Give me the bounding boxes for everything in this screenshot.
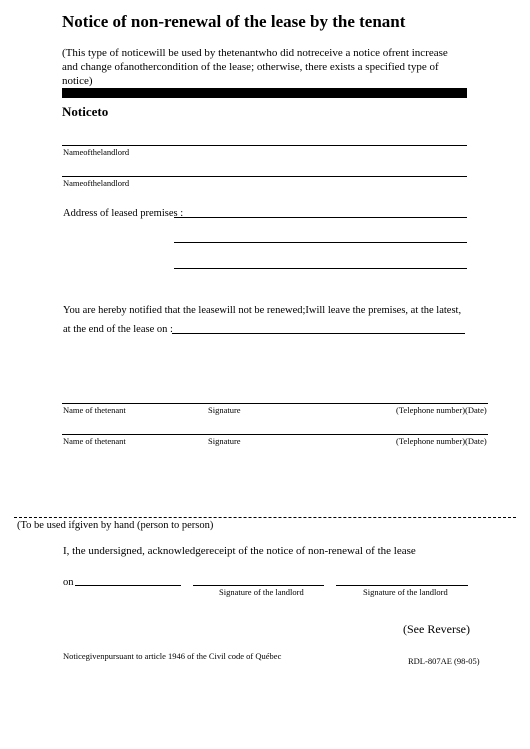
notice-to-heading: Noticeto <box>62 104 109 119</box>
tenant-phone-date-label-2: (Telephone number)(Date) <box>396 436 487 446</box>
tenant-name-label-2: Name of thetenant <box>63 436 126 446</box>
landlord-name-label-1: Nameofthelandlord <box>63 147 130 157</box>
landlord-name-line-2[interactable] <box>62 176 467 177</box>
header-bar <box>62 88 467 98</box>
acknowledge-text: I, the undersigned, acknowledgereceipt of the notice of non-renewal of the lease <box>63 545 416 557</box>
footer-note: Noticegivenpursuant to article 1946 of the Civil code of Québec <box>63 651 282 661</box>
tenant-signature-line-1[interactable] <box>62 403 488 404</box>
tenant-signature-label-1: Signature <box>208 405 241 415</box>
on-label: on <box>63 577 74 588</box>
landlord-signature-line-1[interactable] <box>193 585 324 586</box>
intro-text: (This type of noticewill be used by thetenantwho did notreceive a notice ofrent increase and change ofanothercondition of the lease; otherwise, there exists a specified type of notice) <box>62 47 448 87</box>
tenant-phone-date-label-1: (Telephone number)(Date) <box>396 405 487 415</box>
landlord-signature-label-2: Signature of the landlord <box>363 587 448 597</box>
landlord-signature-line-2[interactable] <box>336 585 468 586</box>
end-of-lease-line[interactable] <box>172 333 465 334</box>
address-line-2[interactable] <box>174 242 467 243</box>
tenant-signature-label-2: Signature <box>208 436 241 446</box>
receipt-date-line[interactable] <box>75 585 181 586</box>
end-of-lease-label: at the end of the lease on : <box>63 324 173 335</box>
form-code: RDL-807AE (98-05) <box>408 656 480 666</box>
tenant-name-label-1: Name of thetenant <box>63 405 126 415</box>
address-line-1[interactable] <box>174 217 467 218</box>
notification-text: You are hereby notified that the leasewill not be renewed;Iwill leave the premises, at the latest, <box>63 305 462 316</box>
see-reverse: (See Reverse) <box>403 622 470 636</box>
landlord-signature-label-1: Signature of the landlord <box>219 587 304 597</box>
address-label: Address of leased premises : <box>63 208 184 219</box>
cut-line <box>14 517 516 518</box>
address-line-3[interactable] <box>174 268 467 269</box>
landlord-name-label-2: Nameofthelandlord <box>63 178 130 188</box>
tenant-signature-line-2[interactable] <box>62 434 488 435</box>
hand-delivery-label: (To be used ifgiven by hand (person to person) <box>17 520 214 531</box>
landlord-name-line-1[interactable] <box>62 145 467 146</box>
form-title: Notice of non-renewal of the lease by the tenant <box>62 12 406 31</box>
